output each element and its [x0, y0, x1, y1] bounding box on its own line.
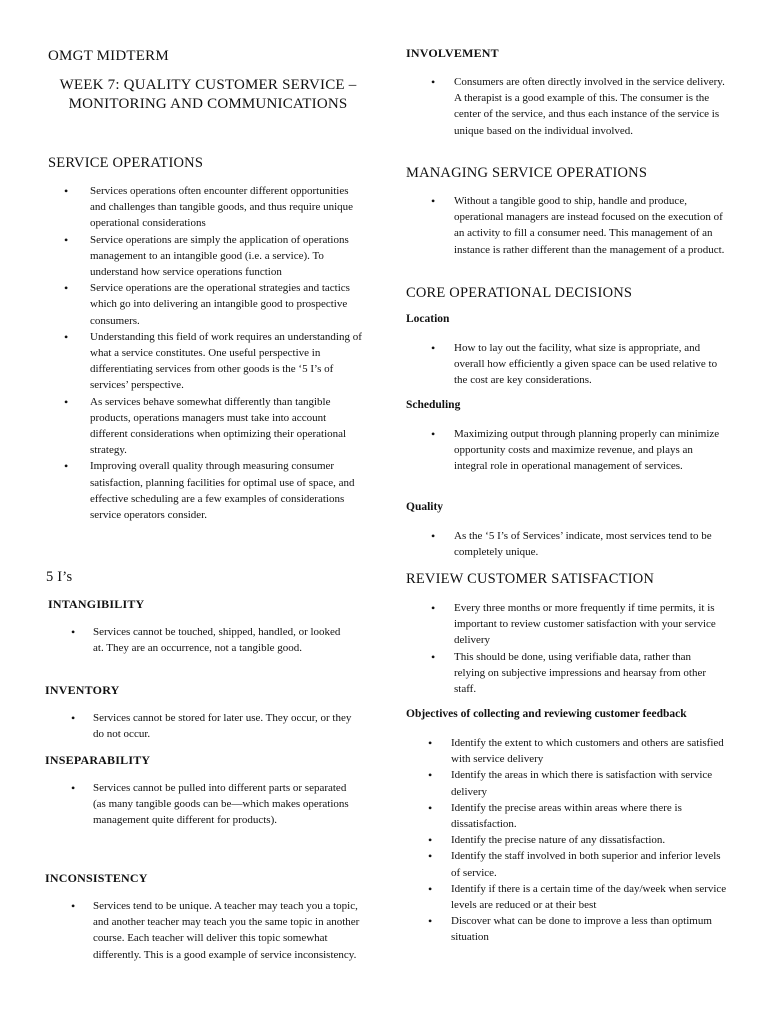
- list-item: • Every three months or more frequently if time permits, it is important to review customer satisfaction with your service delivery: [454, 600, 724, 649]
- heading-objectives: Objectives of collecting and reviewing customer feedback: [406, 708, 687, 720]
- list-item: • Maximizing output through planning properly can minimize opportunity costs and maximize revenue, and plays an integral role in operational management of services.: [454, 426, 729, 475]
- heading-location: Location: [406, 313, 450, 325]
- list-quality: [454, 528, 729, 560]
- list-inventory: [93, 710, 353, 742]
- list-service-operations: [90, 183, 365, 523]
- list-item: • This should be done, using verifiable data, rather than relying on subjective impressions and hearsay from other staff.: [454, 649, 724, 698]
- heading-managing-service-operations: MANAGING SERVICE OPERATIONS: [406, 165, 648, 181]
- heading-intangibility: INTANGIBILITY: [48, 597, 145, 611]
- list-item: • As the ‘5 I’s of Services’ indicate, most services tend to be completely unique.: [454, 528, 729, 560]
- list-item: • Identify the staff involved in both superior and inferior levels of service.: [451, 848, 727, 880]
- list-item: • Consumers are often directly involved in the service delivery. A therapist is a good example of this. The consumer is the center of the service, and thus each instance of the service is unique based on the individual involved.: [454, 74, 729, 139]
- list-managing: [454, 193, 729, 258]
- heading-quality: Quality: [406, 501, 444, 513]
- list-scheduling: [454, 426, 729, 475]
- heading-scheduling: Scheduling: [406, 399, 461, 411]
- list-item: • Identify the areas in which there is satisfaction with service delivery: [451, 767, 727, 799]
- list-objectives: [451, 735, 727, 946]
- heading-core-operational-decisions: CORE OPERATIONAL DECISIONS: [406, 285, 633, 301]
- heading-involvement: INVOLVEMENT: [406, 46, 499, 60]
- list-inconsistency: [93, 898, 368, 963]
- list-review: [454, 600, 724, 697]
- list-location: [454, 340, 729, 389]
- heading-inventory: INVENTORY: [45, 683, 120, 697]
- list-item: • Understanding this field of work requires an understanding of what a service constitutes. One useful perspective in differentiating services from other goods is the ‘5 I’s of services’ perspective.: [90, 329, 365, 394]
- document-title: OMGT MIDTERM: [48, 48, 169, 64]
- list-item: • Identify if there is a certain time of the day/week when service levels are reduced or at their best: [451, 881, 727, 913]
- week-title: WEEK 7: QUALITY CUSTOMER SERVICE – MONITORING AND COMMUNICATIONS: [59, 77, 357, 112]
- list-item: • Services cannot be stored for later use. They occur, or they do not occur.: [93, 710, 353, 742]
- list-item: • Services cannot be pulled into different parts or separated (as many tangible goods can be—which makes operations management quite different for products).: [93, 780, 355, 829]
- list-item: • Services tend to be unique. A teacher may teach you a topic, and another teacher may teach you the same topic in another course. Each teacher will deliver this topic somewhat differently. This is a good example of service inconsistency.: [93, 898, 368, 963]
- heading-review-customer-satisfaction: REVIEW CUSTOMER SATISFACTION: [406, 571, 655, 587]
- list-intangibility: [93, 624, 353, 656]
- list-item: • Service operations are simply the application of operations management to an intangible good (i.e. a service). To understand how service operations function: [90, 232, 365, 281]
- list-item: • Services cannot be touched, shipped, handled, or looked at. They are an occurrence, not a tangible good.: [93, 624, 353, 656]
- list-item: • How to lay out the facility, what size is appropriate, and overall how efficiently a given space can be used relative to the cost are key considerations.: [454, 340, 729, 389]
- list-item: • Identify the extent to which customers and others are satisfied with service delivery: [451, 735, 727, 767]
- list-item: • Identify the precise nature of any dissatisfaction.: [451, 832, 727, 848]
- list-item: • Without a tangible good to ship, handle and produce, operational managers are instead focused on the execution of an activity to fill a consumer need. This management of an instance is rather different than the management of a product.: [454, 193, 729, 258]
- list-item: • Discover what can be done to improve a less than optimum situation: [451, 913, 727, 945]
- list-inseparability: [93, 780, 355, 829]
- list-item: • Services operations often encounter different opportunities and challenges than tangible goods, and thus require unique operational considerations: [90, 183, 365, 232]
- heading-inseparability: INSEPARABILITY: [45, 753, 151, 767]
- list-item: • Service operations are the operational strategies and tactics which go into delivering an intangible good to prospective consumers.: [90, 280, 365, 329]
- heading-five-is: 5 I’s: [46, 569, 73, 585]
- list-item: • Identify the precise areas within areas where there is dissatisfaction.: [451, 800, 727, 832]
- list-item: • As services behave somewhat differently than tangible products, operations managers must take into account different considerations when optimizing their operational strategy.: [90, 394, 365, 459]
- list-involvement: [454, 74, 729, 139]
- heading-inconsistency: INCONSISTENCY: [45, 871, 148, 885]
- list-item: • Improving overall quality through measuring consumer satisfaction, planning facilities for optimal use of space, and effective scheduling are a few examples of considerations service operators consider.: [90, 458, 365, 523]
- heading-service-operations: SERVICE OPERATIONS: [48, 155, 204, 171]
